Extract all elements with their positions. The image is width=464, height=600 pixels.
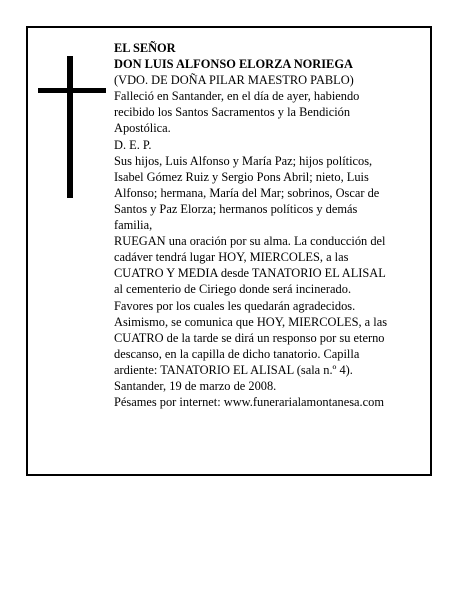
notice-line: CUATRO de la tarde se dirá un responso por su eterno [114, 330, 385, 345]
notice-line: Pésames por internet: www.funerarialamontanesa.com [114, 395, 384, 410]
notice-line: ardiente: TANATORIO EL ALISAL (sala n.º 4). [114, 362, 353, 377]
notice-line: familia, [114, 218, 153, 233]
notice-line: (VDO. DE DOÑA PILAR MAESTRO PABLO) [114, 73, 354, 88]
notice-line: al cementerio de Ciriego donde será incinerado. [114, 282, 352, 297]
notice-line: Santos y Paz Elorza; hermanos políticos y demás [114, 201, 358, 216]
deceased-name: DON LUIS ALFONSO ELORZA NORIEGA [114, 57, 353, 72]
cross-icon [38, 56, 106, 198]
notice-line: Isabel Gómez Ruiz y Sergio Pons Abril; nieto, Luis [114, 169, 369, 184]
notice-line: descanso, en la capilla de dicho tanatorio. Capilla [114, 346, 360, 361]
notice-line: Sus hijos, Luis Alfonso y María Paz; hijos políticos, [114, 153, 373, 168]
notice-line: cadáver tendrá lugar HOY, MIERCOLES, a las [114, 250, 349, 265]
notice-line: recibido los Santos Sacramentos y la Bendición [114, 105, 351, 120]
notice-line: Apostólica. [114, 121, 171, 136]
cross-horizontal-bar [38, 88, 106, 93]
notice-line: CUATRO Y MEDIA desde TANATORIO EL ALISAL [114, 266, 386, 281]
notice-line: Falleció en Santander, en el día de ayer, habiendo [114, 89, 360, 104]
notice-line: Santander, 19 de marzo de 2008. [114, 378, 277, 393]
notice-line: Asimismo, se comunica que HOY, MIERCOLES, a las [114, 314, 388, 329]
notice-heading-title: EL SEÑOR [114, 41, 176, 55]
notice-text [114, 40, 426, 410]
notice-line: D. E. P. [114, 137, 152, 152]
obituary-notice [26, 26, 432, 476]
notice-line: Favores por los cuales les quedarán agradecidos. [114, 298, 356, 313]
notice-line: RUEGAN una oración por su alma. La conducción del [114, 234, 386, 249]
cross-vertical-bar [67, 56, 73, 198]
notice-line: Alfonso; hermana, María del Mar; sobrinos, Oscar de [114, 185, 380, 200]
